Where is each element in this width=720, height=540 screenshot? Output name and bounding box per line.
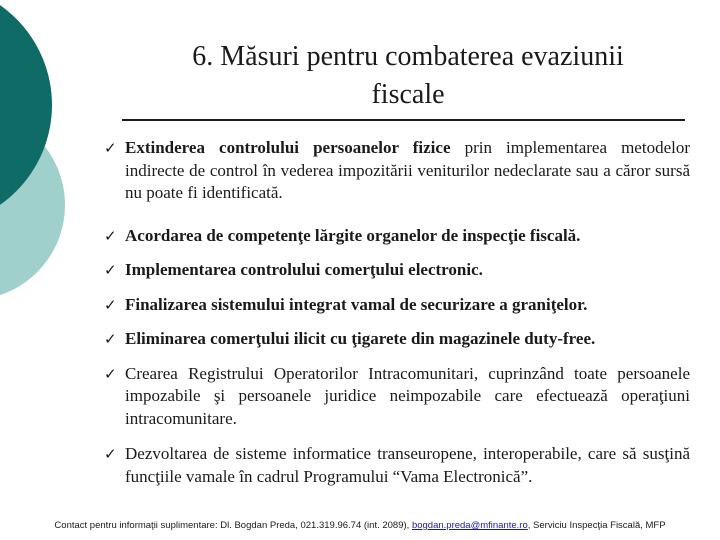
decorative-teal-circles bbox=[0, 0, 120, 300]
bullet-item bbox=[104, 294, 690, 317]
title-line-1: 6. Măsuri pentru combaterea evaziunii bbox=[192, 41, 624, 72]
checkmark-icon: ✓ bbox=[104, 330, 117, 348]
bullet-text: Dezvoltarea de sisteme informatice transeuropene, interoperabile, care să susţină funcţiile vamale în cadrul Programului “Vama Electronică”. bbox=[125, 444, 690, 486]
checkmark-icon: ✓ bbox=[104, 445, 117, 463]
bullet-emphasis: Implementarea controlului comerţului electronic. bbox=[125, 260, 483, 279]
footer-contact bbox=[0, 520, 720, 531]
bullet-text: prin implementarea metodelor indirecte de control în vederea impozitării veniturilor nedeclarate sau a căror sursă nu poate fi identificată. bbox=[125, 138, 690, 202]
bullet-item bbox=[104, 259, 690, 282]
footer-text-before: Contact pentru informaţii suplimentare: Dl. Bogdan Preda, 021.319.96.74 (int. 2089), bbox=[54, 520, 412, 531]
bullet-list bbox=[104, 137, 690, 488]
bullet-item bbox=[104, 443, 690, 488]
bullet-emphasis: Finalizarea sistemului integrat vamal de securizare a graniţelor. bbox=[125, 294, 588, 314]
bullet-emphasis: Extinderea controlului persoanelor fizice bbox=[125, 138, 451, 157]
footer-text-after: , Serviciu Inspecţia Fiscală, MFP bbox=[527, 520, 666, 531]
slide-title bbox=[118, 38, 698, 114]
checkmark-icon: ✓ bbox=[104, 261, 117, 279]
bullet-item bbox=[104, 137, 690, 205]
bullet-emphasis: Acordarea de competenţe lărgite organelor de inspecţie fiscală. bbox=[125, 225, 581, 245]
bullet-text: Crearea Registrului Operatorilor Intracomunitari, cuprinzând toate persoanele impozabile şi persoanele juridice neimpozabile care efectuează operaţiuni intracomunitare. bbox=[125, 363, 690, 428]
email-link[interactable]: bogdan.preda@mfinante.ro bbox=[411, 520, 528, 531]
bullet-item bbox=[104, 328, 690, 351]
title-line-2: fiscale bbox=[371, 79, 445, 110]
checkmark-icon: ✓ bbox=[104, 364, 117, 383]
title-divider bbox=[122, 119, 685, 121]
bullet-item bbox=[104, 225, 690, 248]
bullet-emphasis: Eliminarea comerţului ilicit cu ţigarete din magazinele duty-free. bbox=[125, 329, 596, 348]
checkmark-icon: ✓ bbox=[104, 139, 117, 157]
checkmark-icon: ✓ bbox=[104, 226, 117, 245]
bullet-item bbox=[104, 363, 690, 431]
checkmark-icon: ✓ bbox=[104, 295, 117, 314]
